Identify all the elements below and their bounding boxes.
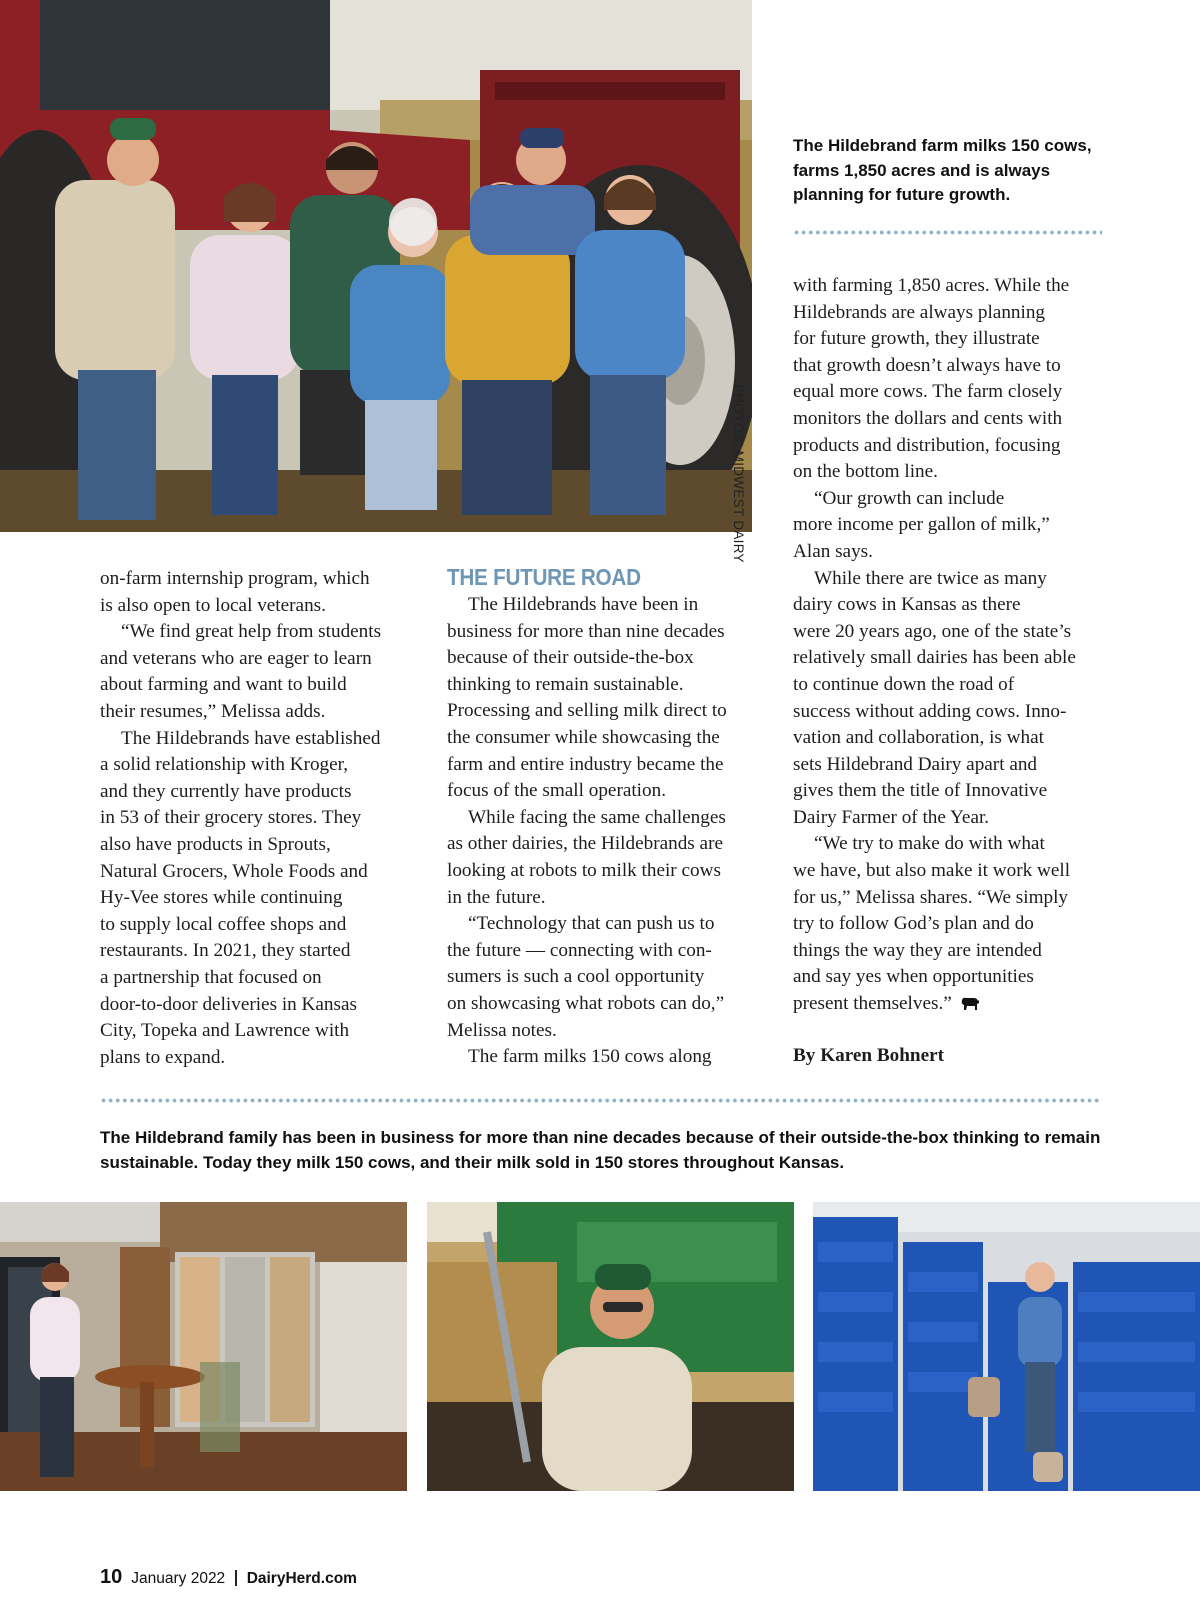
text-line: City, Topeka and Lawrence with	[100, 1020, 350, 1042]
text-line: farm and entire industry became the	[447, 753, 724, 775]
text-line: business for more than nine decades	[447, 620, 725, 642]
text-line: more income per gallon of milk,”	[793, 514, 1050, 536]
text-line: for us,” Melissa shares. “We simply	[793, 886, 1069, 908]
text-line: The Hildebrands have established	[121, 727, 381, 749]
text-line: products and distribution, focusing	[793, 434, 1061, 456]
text-line: to continue down the road of	[793, 673, 1015, 695]
farm-store-photo	[0, 1202, 407, 1491]
text-line: their resumes,” Melissa adds.	[100, 700, 326, 722]
text-line: “Our growth can include	[814, 487, 1005, 509]
text-line: Hildebrands are always planning	[793, 301, 1046, 323]
text-line: “We find great help from students	[121, 621, 382, 643]
text-line: The Hildebrands have been in	[468, 594, 699, 615]
text-line: were 20 years ago, one of the state’s	[793, 620, 1072, 642]
text-line: While facing the same challenges	[468, 806, 726, 828]
text-line: equal more cows. The farm closely	[793, 381, 1063, 403]
text-line: monitors the dollars and cents with	[793, 407, 1063, 429]
text-line-end	[793, 991, 1115, 1018]
article-column-2	[447, 592, 769, 1071]
text-line: relatively small dairies has been able	[793, 647, 1076, 669]
hero-caption: The Hildebrand farm milks 150 cows, farms 1,850 acres and is always planning for future growth.	[793, 136, 1092, 204]
text-line: about farming and want to build	[100, 674, 347, 696]
text-line: While there are twice as many	[814, 567, 1047, 589]
section-heading: THE FUTURE ROAD	[447, 564, 641, 590]
page-number: 10	[100, 1566, 123, 1588]
text-line: is also open to local veterans.	[100, 594, 326, 616]
byline: By Karen Bohnert	[793, 1045, 945, 1066]
hero-family-photo	[0, 0, 752, 532]
farmer-photo	[427, 1202, 794, 1491]
text-line: and veterans who are eager to learn	[100, 647, 372, 669]
text-line: that growth doesn’t always have to	[793, 354, 1061, 376]
text-line: as other dairies, the Hildebrands are	[447, 833, 723, 855]
text-line: sumers is such a cool opportunity	[447, 966, 705, 988]
text-line: because of their outside-the-box	[447, 647, 694, 669]
article-column-3	[793, 273, 1115, 1018]
text-line: in 53 of their grocery stores. They	[100, 807, 362, 829]
cow-icon	[960, 995, 980, 1011]
site-name: DairyHerd.com	[246, 1570, 357, 1587]
text-line: “Technology that can push us to	[468, 913, 715, 935]
text-line: The farm milks 150 cows along	[468, 1046, 712, 1068]
text-line: restaurants. In 2021, they started	[100, 940, 351, 962]
issue-date: January 2022	[131, 1570, 226, 1587]
text-line: door-to-door deliveries in Kansas	[100, 993, 357, 1015]
text-line: present themselves.”	[793, 993, 952, 1015]
page-footer	[100, 1566, 357, 1589]
text-line: dairy cows in Kansas as there	[793, 594, 1021, 616]
text-line: a partnership that focused on	[100, 966, 322, 988]
text-line: Natural Grocers, Whole Foods and	[100, 860, 368, 882]
text-line: thinking to remain sustainable.	[447, 673, 684, 695]
text-line: plans to expand.	[100, 1046, 226, 1068]
bottom-caption: The Hildebrand family has been in business for more than nine decades because of their outside-the-box thinking to remain sustainable. Today they milk 150 cows, and their milk sold in 150 stores throughout Kansas.	[100, 1128, 1101, 1172]
text-line: gives them the title of Innovative	[793, 780, 1048, 802]
text-line: and they currently have products	[100, 780, 352, 802]
article-column-1	[100, 566, 422, 1071]
dotted-divider	[100, 1098, 1102, 1103]
text-line: the future — connecting with con-	[447, 939, 712, 961]
text-line: sets Hildebrand Dairy apart and	[793, 753, 1038, 775]
text-line: “We try to make do with what	[814, 833, 1045, 855]
text-line: Processing and selling milk direct to	[447, 700, 727, 722]
footer-separator	[235, 1570, 237, 1586]
text-line: with farming 1,850 acres. While the	[793, 275, 1070, 296]
text-line: Dairy Farmer of the Year.	[793, 806, 990, 828]
text-line: try to follow God’s plan and do	[793, 913, 1034, 935]
text-line: the consumer while showcasing the	[447, 726, 720, 748]
text-line: Hy-Vee stores while continuing	[100, 887, 343, 909]
text-line: on the bottom line.	[793, 461, 938, 483]
text-line: in the future.	[447, 886, 546, 908]
text-line: focus of the small operation.	[447, 780, 666, 802]
text-line: also have products in Sprouts,	[100, 833, 331, 855]
text-line: to supply local coffee shops and	[100, 913, 347, 935]
milk-crates-photo	[813, 1202, 1200, 1491]
text-line: things the way they are intended	[793, 939, 1042, 961]
text-line: Alan says.	[793, 540, 873, 562]
text-line: on showcasing what robots can do,”	[447, 992, 725, 1014]
text-line: Melissa notes.	[447, 1019, 557, 1041]
text-line: success without adding cows. Inno-	[793, 700, 1067, 722]
text-line: vation and collaboration, is what	[793, 727, 1044, 749]
text-line: looking at robots to milk their cows	[447, 859, 721, 881]
text-line: on-farm internship program, which	[100, 568, 370, 589]
photo-credit: PHOTOS: MIDWEST DAIRY	[731, 384, 746, 563]
text-line: and say yes when opportunities	[793, 966, 1034, 988]
text-line: for future growth, they illustrate	[793, 328, 1040, 350]
dotted-divider	[793, 230, 1102, 235]
text-line: we have, but also make it work well	[793, 860, 1071, 882]
text-line: a solid relationship with Kroger,	[100, 754, 349, 776]
